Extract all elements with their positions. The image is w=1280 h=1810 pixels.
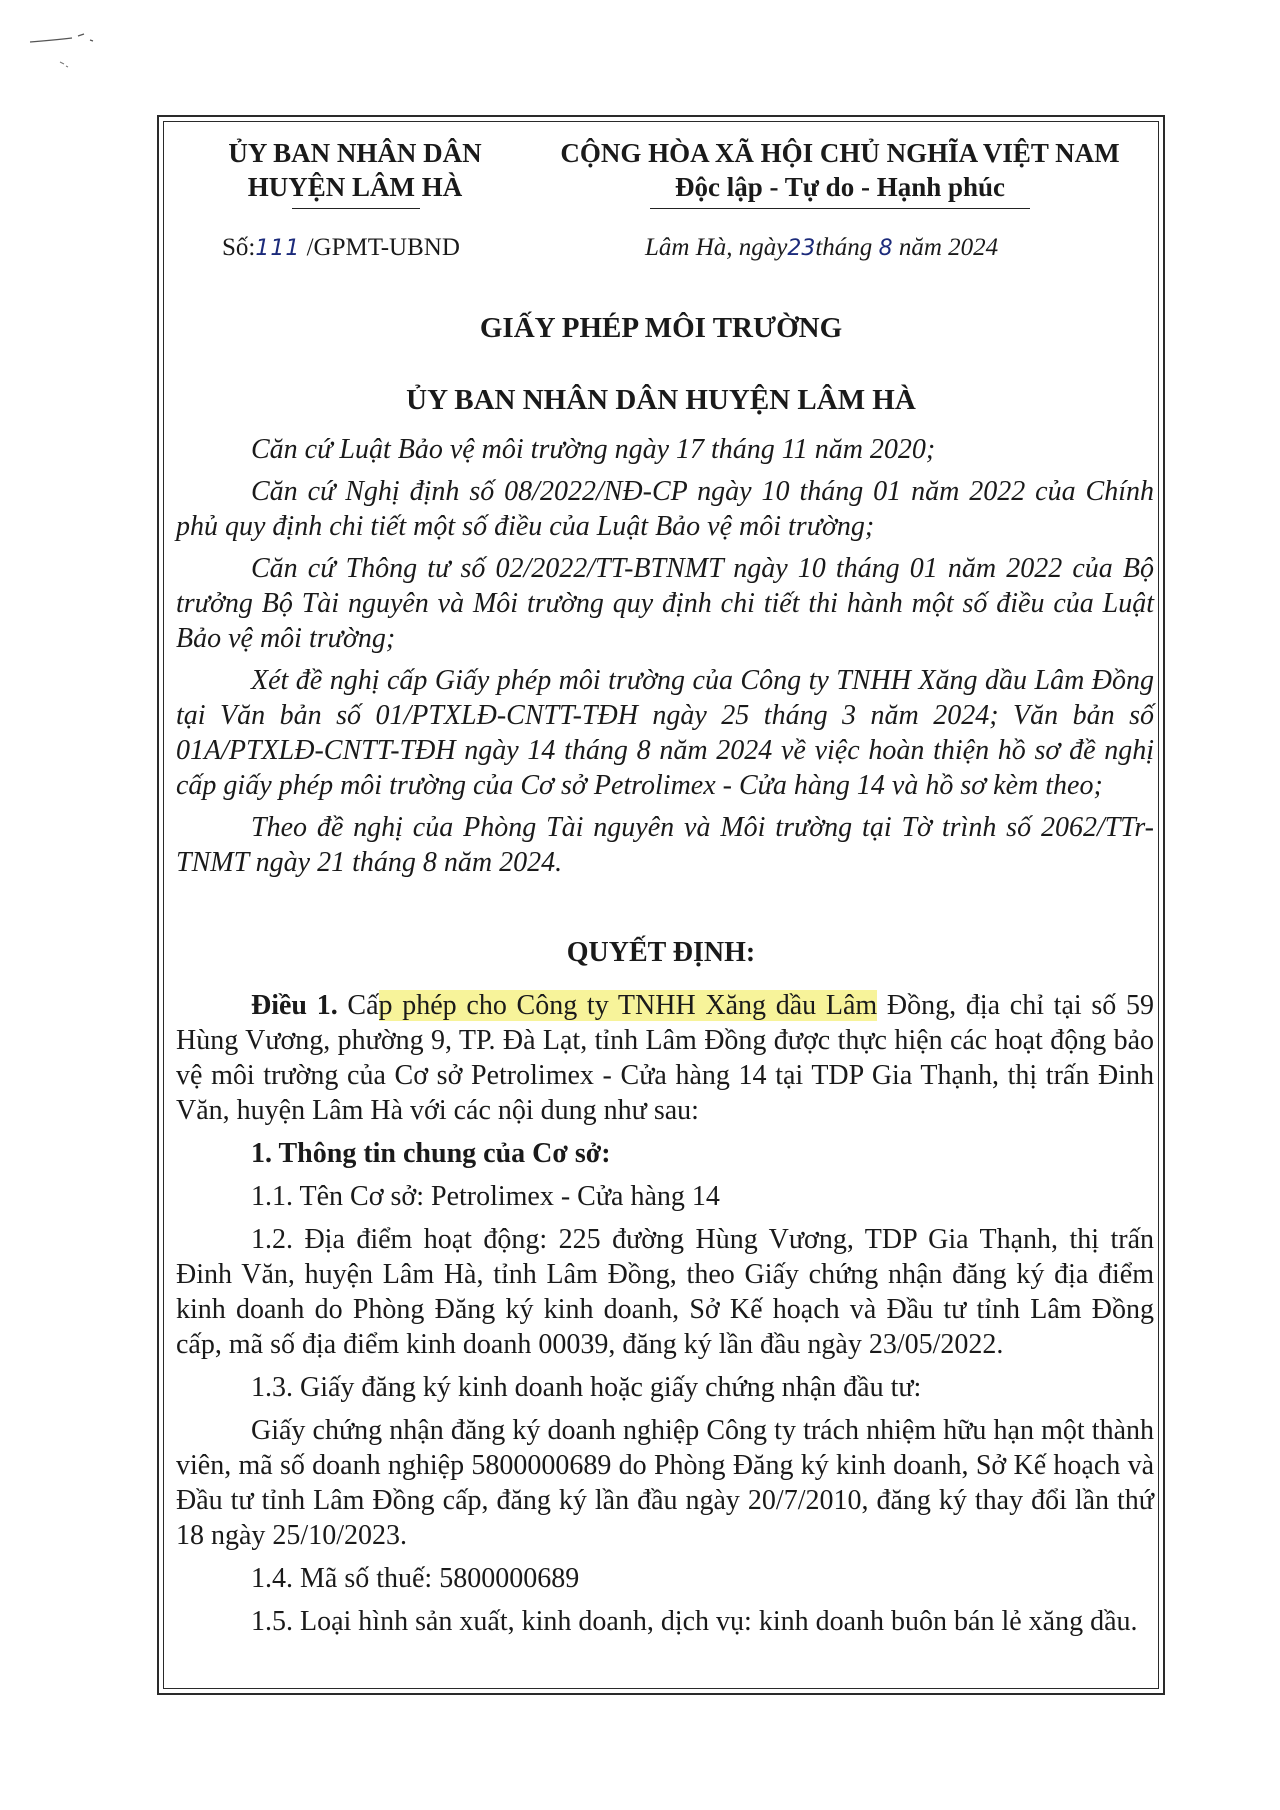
country-name: CỘNG HÒA XÃ HỘI CHỦ NGHĨA VIỆT NAM [560,138,1120,168]
doc-number-suffix: /GPMT-UBND [300,234,460,261]
item-1-3-detail: Giấy chứng nhận đăng ký doanh nghiệp Công ty trách nhiệm hữu hạn một thành viên, mã số doanh nghiệp 5800000689 do Phòng Đăng ký kinh doanh, Sở Kế hoạch và Đầu tư tỉnh Lâm Đồng cấp, đăng ký lần đầu ngày 20/7/2010, đăng ký thay đổi lần thứ 18 ngày 25/10/2023. [176,1415,1154,1551]
article-1-highlighted-text: p phép cho Công ty TNHH Xăng dầu Lâm [378,990,878,1021]
motto: Độc lập - Tự do - Hạnh phúc [674,172,1006,202]
decision-body [176,988,1154,1639]
doc-number-handwritten: 111 [255,236,301,261]
authority-line-1: ỦY BAN NHÂN DÂN [228,138,482,168]
motto-underline [650,208,1030,209]
date-month-handwritten: 8 [878,236,893,261]
preamble-clause-2: Căn cứ Nghị định số 08/2022/NĐ-CP ngày 10 tháng 01 năm 2022 của Chính phủ quy định chi tiết một số điều của Luật Bảo vệ môi trường; [176,476,1154,542]
decision-heading: QUYẾT ĐỊNH: [566,937,756,968]
authority-underline [292,208,420,209]
doc-number-prefix: Số: [222,234,256,261]
authority-line-2: HUYỆN LÂM HÀ [247,172,463,202]
item-1-5: 1.5. Loại hình sản xuất, kinh doanh, dịch vụ: kinh doanh buôn bán lẻ xăng dầu. [251,1606,1138,1637]
preamble-clause-4: Xét đề nghị cấp Giấy phép môi trường của Công ty TNHH Xăng dầu Lâm Đồng tại Văn bản số 01/PTXLĐ-CNTT-TĐH ngày 25 tháng 3 năm 2024; Văn bản số 01A/PTXLĐ-CNTT-TĐH ngày 14 tháng 8 năm 2024 về việc hoàn thiện hồ sơ đề nghị cấp giấy phép môi trường của Cơ sở Petrolimex - Cửa hàng 14 và hồ sơ kèm theo; [176,665,1154,801]
issuing-authority [190,136,520,204]
national-motto [540,136,1140,204]
date-part-3: năm 2024 [892,234,999,261]
article-1-label: Điều 1. [251,990,338,1021]
date-part-1: Lâm Hà, ngày [645,234,788,261]
issue-date [645,234,998,262]
document-number [222,234,460,262]
scan-artifact-marks [0,0,140,100]
item-1-3: 1.3. Giấy đăng ký kinh doanh hoặc giấy chứng nhận đầu tư: [251,1372,922,1403]
issuer-heading: ỦY BAN NHÂN DÂN HUYỆN LÂM HÀ [406,384,916,416]
article-1-text-a: Cấ [337,990,379,1021]
item-1-1: 1.1. Tên Cơ sở: Petrolimex - Cửa hàng 14 [251,1181,720,1212]
article-1-text-b: Đồng, địa chỉ tại số 59 Hùng Vương, phường 9, TP. Đà Lạt, tỉnh Lâm Đồng được thực hiện các hoạt động bảo vệ môi trường của Cơ sở Petrolimex - Cửa hàng 14 tại TDP Gia Thạnh, thị trấn Đinh Văn, huyện Lâm Hà với các nội dung như sau: [176,990,1154,1126]
preamble-clause-1: Căn cứ Luật Bảo vệ môi trường ngày 17 tháng 11 năm 2020; [251,434,936,465]
document-title: GIẤY PHÉP MÔI TRƯỜNG [479,312,843,344]
item-1-2: 1.2. Địa điểm hoạt động: 225 đường Hùng Vương, TDP Gia Thạnh, thị trấn Đinh Văn, huyện Lâm Hà, tỉnh Lâm Đồng, theo Giấy chứng nhận đăng ký địa điểm kinh doanh do Phòng Đăng ký kinh doanh, Sở Kế hoạch và Đầu tư tỉnh Lâm Đồng cấp, mã số địa điểm kinh doanh 00039, đăng ký lần đầu ngày 23/05/2022. [176,1224,1154,1360]
preamble-clause-5: Theo đề nghị của Phòng Tài nguyên và Môi trường tại Tờ trình số 2062/TTr-TNMT ngày 21 tháng 8 năm 2024. [176,812,1154,878]
section-1-heading: 1. Thông tin chung của Cơ sở: [251,1138,611,1169]
preamble-clause-3: Căn cứ Thông tư số 02/2022/TT-BTNMT ngày 10 tháng 01 năm 2022 của Bộ trưởng Bộ Tài nguyên và Môi trường quy định chi tiết thi hành một số điều của Luật Bảo vệ môi trường; [176,553,1154,654]
preamble [176,432,1154,880]
date-day-handwritten: 23 [787,236,816,261]
date-part-2: tháng [815,234,873,261]
article-1 [176,988,1154,1128]
item-1-4: 1.4. Mã số thuế: 5800000689 [251,1563,580,1594]
